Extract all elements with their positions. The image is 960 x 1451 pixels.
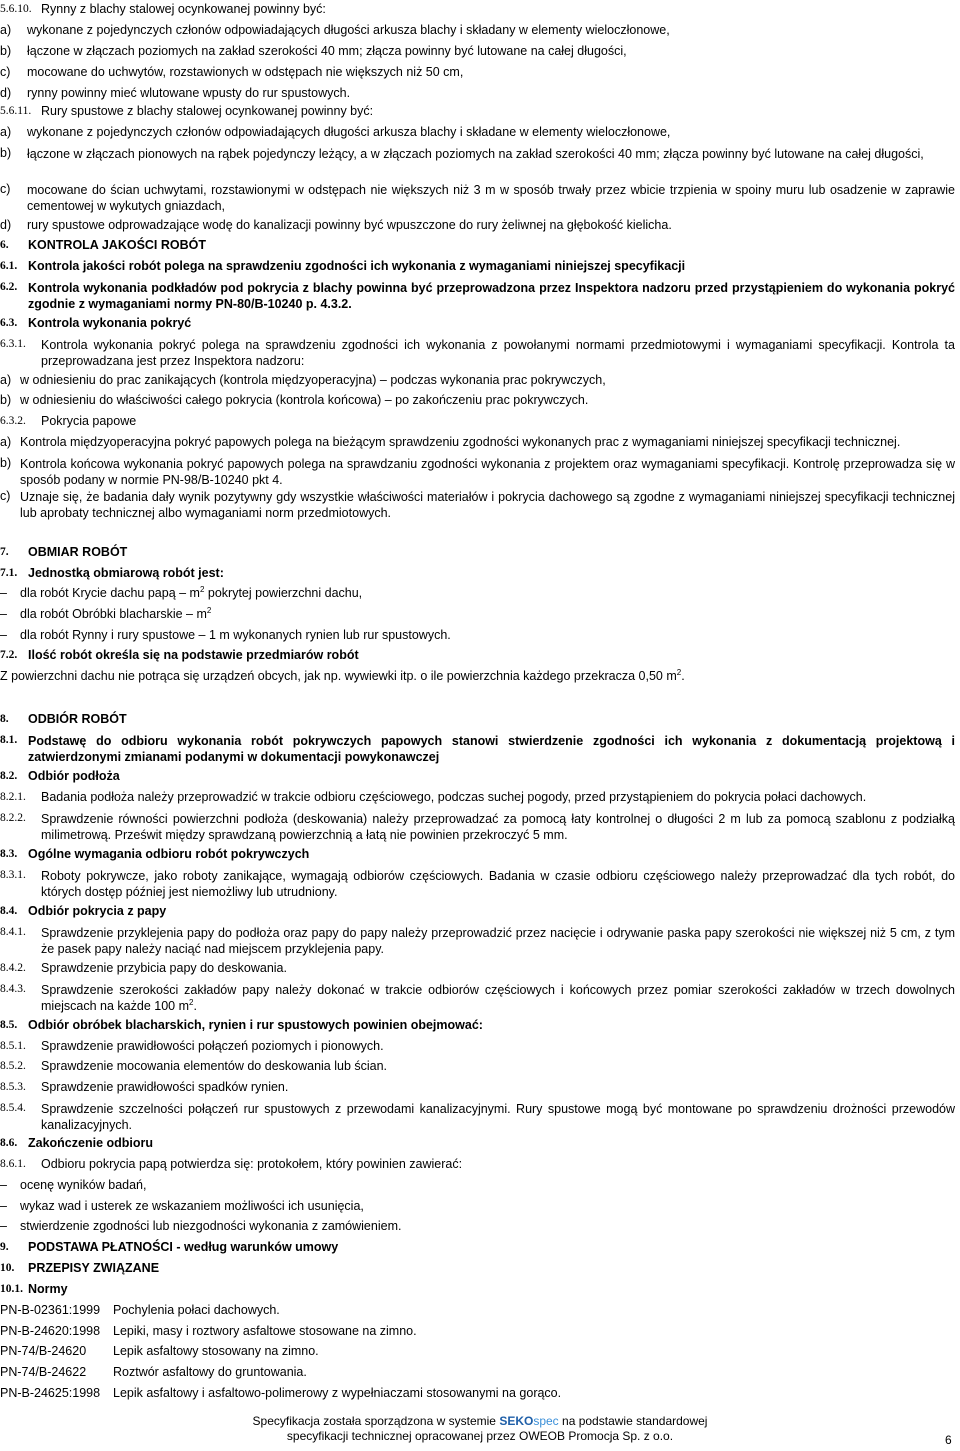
norm-description: Lepiki, masy i roztwory asfaltowe stosowane na zimno. [113,1324,417,1338]
section-number: 8.3.1. [0,869,26,881]
line-content [20,586,362,601]
line-content [28,1136,153,1151]
line-content [20,489,955,521]
line-content [28,1261,159,1276]
line-text: wykonane z pojedynczych członów odpowiadających długości arkusza blachy i składany w elementy wieloczłonowe, [27,23,670,37]
dash-bullet: – [0,628,7,642]
section-number: 8.3. [0,848,18,860]
line-text: Sprawdzenie przybicia papy do deskowania. [41,961,287,975]
list-label: d) [0,86,12,100]
line-text: łączone w złączach pionowych na rąbek pojedynczy leżący, a w złączach poziomych na zakład szerokości 40 mm; złącza powinny być lutowane na całej długości, [27,147,924,161]
section-number: 8.2.2. [0,812,26,824]
line-text: Sprawdzenie równości powierzchni podłoża (deskowania) należy przeprowadzać za pomocą łaty kontrolnej o długości 2 m lub za pomocą szablonu z podziałką milimetrową. Prześwit między sprawdzaną powierzchnią a łatą nie powinien przekroczyć 5 mm. [41,812,955,842]
section-number: 8.5.1. [0,1040,26,1052]
line-content [41,961,287,976]
section-number: 8.5.2. [0,1060,26,1072]
page-footer [200,1414,760,1444]
line-text-after: . [681,669,685,683]
line-content [20,435,900,450]
page-number: 6 [945,1433,952,1447]
section-number: 6.2. [0,281,18,293]
norm-description: Pochylenia połaci dachowych. [113,1303,280,1317]
line-text: rynny powinny mieć wlutowane wpusty do rur spustowych. [27,86,351,100]
section-number: 5.6.11. [0,105,32,117]
section-number: 8.2. [0,770,18,782]
section-number: 6.3.2. [0,415,26,427]
line-text: Zakończenie odbioru [28,1136,154,1150]
dash-bullet: – [0,1178,7,1192]
list-label: d) [0,218,12,232]
line-content [20,1219,401,1234]
line-content [20,607,211,622]
section-number: 8.5.3. [0,1081,26,1093]
line-text: Kontrola wykonania podkładów pod pokrycia z blachy powinna być przeprowadzona przez Inspektora nadzoru przed przystąpieniem do wykonania pokryć zgodnie z wymaganiami normy PN-80/B-10240 p. 4.3.2. [28,281,955,311]
line-content [28,1282,68,1297]
line-content [28,733,955,765]
dash-bullet: – [0,586,7,600]
line-text: ocenę wyników badań, [20,1178,147,1192]
section-number: 8.5. [0,1019,18,1031]
line-content [20,1178,146,1193]
line-text: rury spustowe odprowadzające wodę do kanalizacji powinny być wpuszczone do rury żeliwnej na głębokość kielicha. [27,218,672,232]
line-content [28,566,224,581]
section-number: 8.1. [0,734,18,746]
line-content [0,669,685,684]
line-text: Pokrycia papowe [41,414,137,428]
section-number: 8.2.1. [0,791,26,803]
line-text: Kontrola wykonania pokryć polega na sprawdzeniu zgodności ich wykonania z powołanymi normami przedmiotowymi i wymaganiami specyfikacji. Kontrola ta przeprowadzana jest przez Inspektora nadzoru: [41,338,955,368]
line-text: Odbiór podłoża [28,769,120,783]
section-number: 10. [0,1262,15,1274]
section-number: 9. [0,1241,9,1253]
line-content [41,790,866,805]
line-text: PRZEPISY ZWIĄZANE [28,1261,160,1275]
line-content [27,44,627,59]
dash-bullet: – [0,607,7,621]
section-number: 5.6.10. [0,3,32,15]
line-text: stwierdzenie zgodności lub niezgodności wykonania z zamówieniem. [20,1219,402,1233]
line-text: Sprawdzenie mocowania elementów do deskowania lub ścian. [41,1059,388,1073]
section-number: 8. [0,713,9,725]
list-label: b) [0,44,12,58]
line-text: Sprawdzenie przyklejenia papy do podłoża oraz papy do papy należy przeprowadzić przez nacięcie i odrywanie paska papy szerokości nie większej niż 5 cm, z tym że pasek papy należy naciąć nad miejscem przyklejenia papy. [41,926,955,956]
line-content [41,925,955,957]
section-number: 8.4.1. [0,926,26,938]
line-content [41,1039,384,1054]
section-number: 8.4.3. [0,983,26,995]
norm-description: Lepik asfaltowy i asfaltowo-polimerowy z wypełniaczami stosowanymi na gorąco. [113,1386,562,1400]
line-text: Rynny z blachy stalowej ocynkowanej powinny być: [41,2,326,16]
line-text-after: . [193,999,197,1013]
line-text: KONTROLA JAKOŚCI ROBÓT [28,238,207,252]
line-content [27,23,670,38]
line-text: Odbiór obróbek blacharskich, rynien i rur spustowych powinien obejmować: [28,1018,483,1032]
line-text: ODBIÓR ROBÓT [28,712,127,726]
section-number: 8.4. [0,905,18,917]
line-content [41,2,326,17]
line-text: dla robót Obróbki blacharskie – m [20,607,207,621]
footer-text-after: na podstawie standardowej [562,1414,708,1428]
list-label: a) [0,435,12,449]
line-text: Odbiór pokrycia z papy [28,904,167,918]
line-text: Sprawdzenie prawidłowości spadków rynien. [41,1080,289,1094]
line-content [27,146,955,162]
line-text: Jednostką obmiarową robót jest: [28,566,224,580]
line-content [28,769,120,784]
section-number: 10.1. [0,1283,23,1295]
norm-code: PN-74/B-24622 [0,1365,87,1379]
line-content [27,65,463,80]
section-number: 6.3.1. [0,338,26,350]
line-content [41,982,955,1014]
list-label: b) [0,456,12,470]
section-number: 8.5.4. [0,1102,26,1114]
line-text: Roboty pokrywcze, jako roboty zanikające, wymagają odbiorów częściowych. Badania w czasie odbioru częściowego należy przeprowadzać dla tych robót, do których dostęp później jest niemożliwy lub utrudniony. [41,869,955,899]
line-content [41,337,955,369]
line-text: Rury spustowe z blachy stalowej ocynkowanej powinny być: [41,104,374,118]
line-text: PODSTAWA PŁATNOŚCI - według warunków umowy [28,1240,339,1254]
section-number: 6. [0,239,9,251]
line-text: łączone w złączach poziomych na zakład szerokości 40 mm; złącza powinny być lutowane na całej długości, [27,44,627,58]
norm-code: PN-B-02361:1999 [0,1303,101,1317]
list-label: a) [0,23,12,37]
line-content [20,393,588,408]
line-content [28,238,206,253]
line-content [27,218,672,233]
section-number: 8.6. [0,1137,18,1149]
line-text: Sprawdzenie szczelności połączeń rur spustowych z przewodami kanalizacyjnymi. Rury spustowe mogą być montowane po sprawdzeniu drożności przewodów kanalizacyjnych. [41,1102,955,1132]
sekospec-logo: SEKOspec [499,1414,559,1428]
section-number: 7.1. [0,567,18,579]
line-content [28,1240,338,1255]
line-content [27,125,670,140]
line-text: Sprawdzenie szerokości zakładów papy należy dokonać w trakcie odbiorów częściowych i końcowych przez pomiar szerokości zakładów w trzech dowolnych miejscach na każde 100 m [41,983,955,1013]
line-content [41,1080,288,1095]
line-content [27,182,955,214]
line-content [20,456,955,488]
section-number: 7.2. [0,649,18,661]
line-content [20,1199,364,1214]
line-content [20,628,451,643]
line-content [41,1101,955,1133]
line-text: Kontrola końcowa wykonania pokryć papowych polega na sprawdzaniu zgodności wykonania z projektem oraz wymaganiami specyfikacji. Kontrolę przeprowadza się w sposób podany w normie PN-98/B-10240 pkt 4. [20,457,955,487]
line-content [41,104,373,119]
line-text: w odniesieniu do prac zanikających (kontrola międzyoperacyjna) – podczas wykonania prac pokrywczych, [20,373,606,387]
line-content [28,280,955,312]
line-content [28,648,359,663]
superscript: 2 [676,667,682,677]
superscript: 2 [189,997,194,1007]
line-text: Badania podłoża należy przeprowadzić w trakcie odbioru częściowego, podczas suchej pogody, przed przystąpieniem do pokrycia połaci dachowych. [41,790,867,804]
norm-description: Roztwór asfaltowy do gruntowania. [113,1365,307,1379]
norm-code: PN-74/B-24620 [0,1344,87,1358]
line-text: Kontrola międzyoperacyjna pokryć papowych polega na bieżącym sprawdzeniu zgodności wykonanych prac z wymaganiami niniejszej specyfikacji technicznej. [20,435,901,449]
line-content [20,373,606,388]
line-content [41,811,955,843]
line-text: mocowane do ścian uchwytami, rozstawionymi w odstępach nie większych niż 3 m w sposób trwały przez wbicie trzpienia w spoiny muru lub osadzenie w zaprawie cementowej w wykutych gniazdach, [27,183,955,213]
dash-bullet: – [0,1199,7,1213]
line-text: Odbioru pokrycia papą potwierdza się: protokołem, który powinien zawierać: [41,1157,463,1171]
list-label: b) [0,393,12,407]
section-number: 7. [0,546,9,558]
line-text: wykaz wad i usterek ze wskazaniem możliwości ich usunięcia, [20,1199,364,1213]
superscript: 2 [199,584,205,594]
line-content [28,847,309,862]
list-label: c) [0,182,11,196]
list-label: c) [0,489,11,503]
line-text: Sprawdzenie prawidłowości połączeń poziomych i pionowych. [41,1039,384,1053]
line-text: Z powierzchni dachu nie potrąca się urządzeń obcych, jak np. wywiewki itp. o ile powierzchnia każdego przekracza 0,50 m [0,669,677,683]
line-text: mocowane do uchwytów, rozstawionych w odstępach nie większych niż 50 cm, [27,65,464,79]
line-text: Uznaje się, że badania dały wynik pozytywny gdy wszystkie właściwości materiałów i pokrycia dachowego są zgodne z wymaganiami niniejszej specyfikacji technicznej lub aprobaty technicznej albo wymaganiami norm przedmiotowych. [20,490,955,520]
line-content [41,1157,462,1172]
line-text: dla robót Krycie dachu papą – m [20,586,200,600]
norm-code: PN-B-24620:1998 [0,1324,101,1338]
footer-text-before: Specyfikacja została sporządzona w systemie [252,1414,496,1428]
line-text: wykonane z pojedynczych członów odpowiadających długości arkusza blachy i składane w elementy wieloczłonowe, [27,125,671,139]
line-text: Podstawę do odbioru wykonania robót pokrywczych papowych stanowi stwierdzenie zgodności ich wykonania z dokumentacją projektową i zatwierdzonymi zmianami podanymi w dokumentacji powykonawczej [28,734,955,764]
line-text-after: pokrytej powierzchni dachu, [204,586,363,600]
line-text: Kontrola jakości robót polega na sprawdzeniu zgodności ich wykonania z wymaganiami niniejszej specyfikacji [28,259,686,273]
line-text: Ilość robót określa się na podstawie przedmiarów robót [28,648,359,662]
line-text: Normy [28,1282,68,1296]
section-number: 8.6.1. [0,1158,26,1170]
line-content [28,1018,483,1033]
footer-line-1 [200,1414,760,1429]
line-content [41,1059,387,1074]
line-text: w odniesieniu do właściwości całego pokrycia (kontrola końcowa) – po zakończeniu prac pokrywczych. [20,393,589,407]
line-content [41,414,136,429]
norm-code: PN-B-24625:1998 [0,1386,101,1400]
footer-line-2: specyfikacji technicznej opracowanej przez OWEOB Promocja Sp. z o.o. [286,1429,674,1443]
section-number: 6.3. [0,317,18,329]
list-label: a) [0,125,12,139]
line-text: Kontrola wykonania pokryć [28,316,192,330]
line-content [27,86,350,101]
line-content [28,545,127,560]
norm-description: Lepik asfaltowy stosowany na zimno. [113,1344,319,1358]
line-content [28,259,685,274]
list-label: c) [0,65,11,79]
line-content [28,316,191,331]
list-label: b) [0,146,12,160]
section-number: 6.1. [0,260,18,272]
line-content [28,904,166,919]
line-text: dla robót Rynny i rury spustowe – 1 m wykonanych rynien lub rur spustowych. [20,628,451,642]
dash-bullet: – [0,1219,7,1233]
line-text: Ogólne wymagania odbioru robót pokrywczych [28,847,310,861]
superscript: 2 [206,605,212,615]
line-content [28,712,127,727]
line-text: OBMIAR ROBÓT [28,545,128,559]
line-content [41,868,955,900]
list-label: a) [0,373,12,387]
section-number: 8.4.2. [0,962,26,974]
